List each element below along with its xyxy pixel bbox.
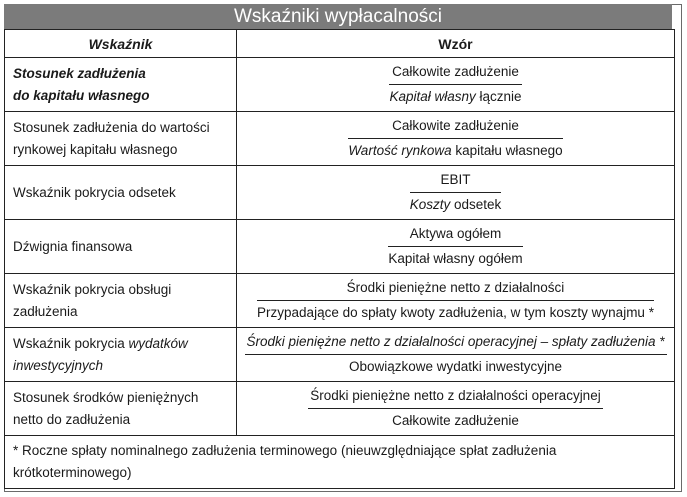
table-row [5, 328, 675, 382]
denominator: Obowiązkowe wydatki inwestycyjne [348, 359, 563, 374]
header-indicator: Wskaźnik [5, 30, 237, 58]
fraction [308, 385, 602, 432]
formula-cell [237, 382, 675, 436]
footnote-row [5, 436, 675, 489]
formula-cell [237, 112, 675, 166]
formula-cell [237, 274, 675, 328]
numerator: Aktywa ogółem [388, 223, 522, 247]
formula-cell [237, 58, 675, 112]
formula-cell [237, 328, 675, 382]
fraction [257, 277, 654, 324]
indicator-name: Stosunek zadłużenia do wartości rynkowej kapitału własnego [5, 112, 237, 166]
numerator: Całkowite zadłużenie [389, 61, 521, 85]
header-formula: Wzór [237, 30, 675, 58]
numerator: Środki pieniężne netto z działalności operacyjnej – spłaty zadłużenia * [245, 331, 667, 355]
indicator-name: Dźwignia finansowa [5, 220, 237, 274]
numerator: EBIT [410, 169, 502, 193]
table-row [5, 58, 675, 112]
fraction [388, 223, 522, 270]
table-row [5, 382, 675, 436]
fraction [410, 169, 502, 216]
indicator-name: Wskaźnik pokrycia wydatków inwestycyjnych [5, 328, 237, 382]
numerator: Całkowite zadłużenie [348, 115, 562, 139]
solvency-ratios-table [4, 29, 675, 489]
formula-cell [237, 166, 675, 220]
table-title: Wskaźniki wypłacalności [4, 4, 672, 29]
indicator-name: Wskaźnik pokrycia obsługi zadłużenia [5, 274, 237, 328]
denominator: Kapitał własny łącznie [389, 89, 522, 104]
fraction [245, 331, 667, 378]
table-row [5, 166, 675, 220]
denominator: Całkowite zadłużenie [392, 413, 519, 428]
footnote: * Roczne spłaty nominalnego zadłużenia terminowego (nieuwzględniające spłat zadłużenia krótkoterminowego) [5, 436, 675, 489]
denominator: Wartość rynkowa kapitału własnego [348, 143, 563, 158]
table-row [5, 274, 675, 328]
indicator-name: Wskaźnik pokrycia odsetek [5, 166, 237, 220]
fraction [389, 61, 521, 108]
denominator: Przypadające do spłaty kwoty zadłużenia, w tym koszty wynajmu * [257, 305, 654, 320]
denominator: Koszty odsetek [409, 197, 502, 212]
header-row [5, 30, 675, 58]
indicator-name: Stosunek środków pieniężnych netto do zadłużenia [5, 382, 237, 436]
indicator-name: Stosunek zadłużenia do kapitału własnego [5, 58, 237, 112]
fraction [348, 115, 562, 162]
numerator: Środki pieniężne netto z działalności operacyjnej [308, 385, 602, 409]
denominator: Kapitał własny ogółem [388, 251, 523, 266]
table-row [5, 220, 675, 274]
formula-cell [237, 220, 675, 274]
table-row [5, 112, 675, 166]
numerator: Środki pieniężne netto z działalności [257, 277, 654, 301]
